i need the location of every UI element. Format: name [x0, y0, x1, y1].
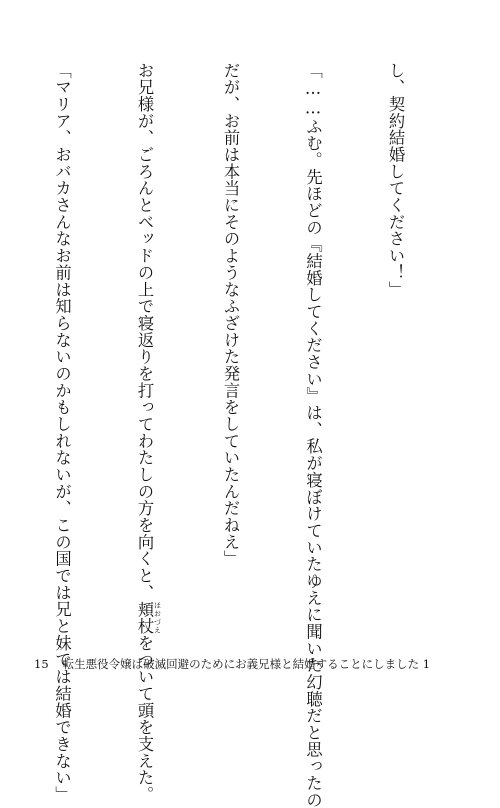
text-line: だが、お前は本当にそのようなふざけた発言をしていたんだねえ」 — [221, 62, 240, 568]
text-line: し、契約結婚してください！」 — [386, 62, 405, 298]
text-line: お兄様が、ごろんとベッドの上で寝返りを打ってわたしの方を向くと、頬杖 ほおづえをついて頭を支えた。 — [135, 62, 162, 803]
page-footer — [34, 656, 430, 672]
book-title: 転生悪役令嬢は破滅回避のためにお義兄様と結婚することにしました 1 — [62, 657, 431, 671]
text-line: 「マリア、おバカさんなお前は知らないのかもしれないが、この国では兄と妹では結婚できない」 — [52, 62, 72, 803]
page-number: 15 — [34, 657, 49, 671]
furigana-reading: ほおづえ — [153, 600, 162, 635]
text-line: 「……ふむ。先ほどの『結婚してください』は、私が寝ぼけていたゆえに聞いた幻聴だと思ったの — [303, 62, 323, 808]
ruby-annotation: 頬杖 ほおづえ — [135, 600, 162, 635]
